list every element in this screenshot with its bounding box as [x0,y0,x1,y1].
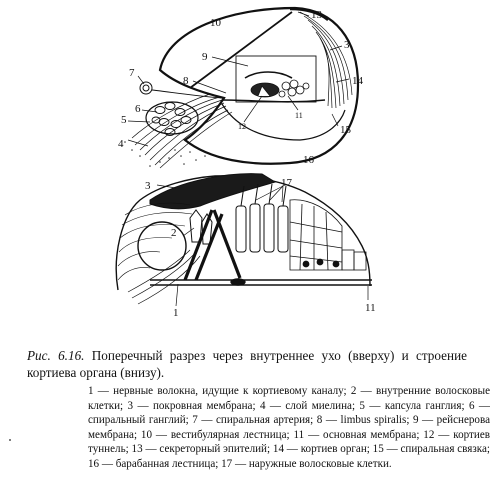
figure-legend: 1 — нервные волокна, идущие к кортиевому каналу; 2 — внутренние волосковые клетки; 3 — покровная мембрана; 4 — слой миелина; 5 — капсула ганглия; 6 — спиральный ганглий; 7 — спиральная артерия; 8 — limbus spiralis; 9 — рейснерова мембрана; 10 — вестибулярная лестница; 11 — основная мембрана; 12 — кортиев туннель; 13 — секреторный эпителий; 14 — кортиев орган; 15 — спиральная связка; 16 — барабанная лестница; 17 — наружные волосковые клетки. [88,385,490,470]
bottom-label: 1 [173,307,179,319]
outer-hair-cells [236,184,288,252]
caption-title: Поперечный разрез через внутреннее ухо (вверху) и строение кортиева органа (внизу). [27,348,467,380]
organ-of-corti-top [245,72,309,97]
basilar-membrane-detail [150,279,372,285]
top-label: 14 [352,75,363,87]
top-labels [118,9,364,166]
bottom-label: 17 [281,177,292,189]
top-label: 6 [135,103,141,115]
pillar-cells [185,210,240,280]
inner-sulcus [138,222,186,270]
bottom-label: 11 [365,302,376,314]
nerve-fibres-detail [128,250,200,304]
top-label: 8 [183,75,189,87]
top-label: 15 [340,124,351,136]
bottom-label: 2 [171,227,177,239]
organ-of-corti-detail [116,174,372,306]
spiral-ligament-fibres [300,12,352,108]
caption-prefix: Рис. 6.16. [27,348,85,363]
top-label: 7 [129,67,135,79]
top-label: 11 [295,111,303,120]
top-label: 10 [210,17,221,29]
top-label: 12 [238,122,246,131]
basilar-membrane [222,100,325,102]
top-label: 3 [344,39,350,51]
cochlea-cross-section [124,8,358,168]
top-label: 13 [311,9,322,21]
zoom-region-box [236,56,316,102]
top-label: 9 [202,51,208,63]
top-label: 5 [121,114,127,126]
bottom-label: 3 [145,180,151,192]
scan-speck [9,439,11,441]
caption-line [27,347,467,381]
top-label: 4 [118,138,124,150]
figure-caption [27,347,467,381]
supporting-cells [290,200,366,270]
top-label: 16 [303,154,314,166]
